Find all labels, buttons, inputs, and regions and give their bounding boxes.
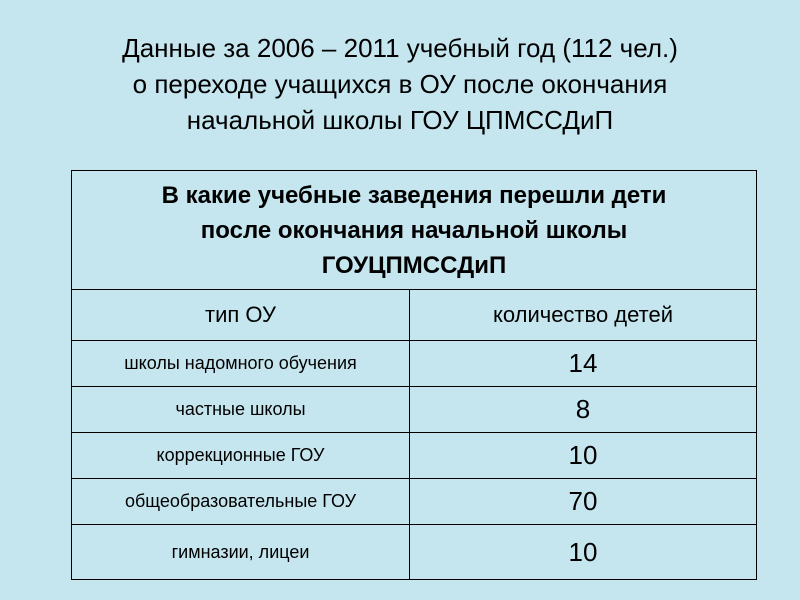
column-header-count: количество детей <box>410 290 757 341</box>
column-header-type: тип ОУ <box>72 290 410 341</box>
table-header-row <box>72 171 757 290</box>
row-count: 10 <box>410 433 757 479</box>
title-line-1: Данные за 2006 – 2011 учебный год (112 чел.) <box>122 33 678 63</box>
row-type: коррекционные ГОУ <box>72 433 410 479</box>
table-header-line-1: В какие учебные заведения перешли дети <box>161 181 667 209</box>
transfer-table <box>71 170 757 580</box>
title-line-2: о переходе учащихся в ОУ после окончания <box>132 69 668 99</box>
table-row <box>72 387 757 433</box>
table-header-line-2: после окончания начальной школы <box>200 216 628 244</box>
row-type: школы надомного обучения <box>72 341 410 387</box>
table-row <box>72 433 757 479</box>
row-type: общеобразовательные ГОУ <box>72 479 410 525</box>
table-row <box>72 341 757 387</box>
table-header-line-3: ГОУЦПМССДиП <box>321 251 507 279</box>
row-count: 14 <box>410 341 757 387</box>
row-type: частные школы <box>72 387 410 433</box>
row-type: гимназии, лицеи <box>72 525 410 580</box>
row-count: 8 <box>410 387 757 433</box>
table-row <box>72 479 757 525</box>
column-header-row <box>72 290 757 341</box>
title-line-3: начальной школы ГОУ ЦПМССДиП <box>186 105 614 135</box>
slide-title <box>0 30 800 138</box>
table-header <box>72 171 757 290</box>
row-count: 70 <box>410 479 757 525</box>
table-row <box>72 525 757 580</box>
row-count: 10 <box>410 525 757 580</box>
